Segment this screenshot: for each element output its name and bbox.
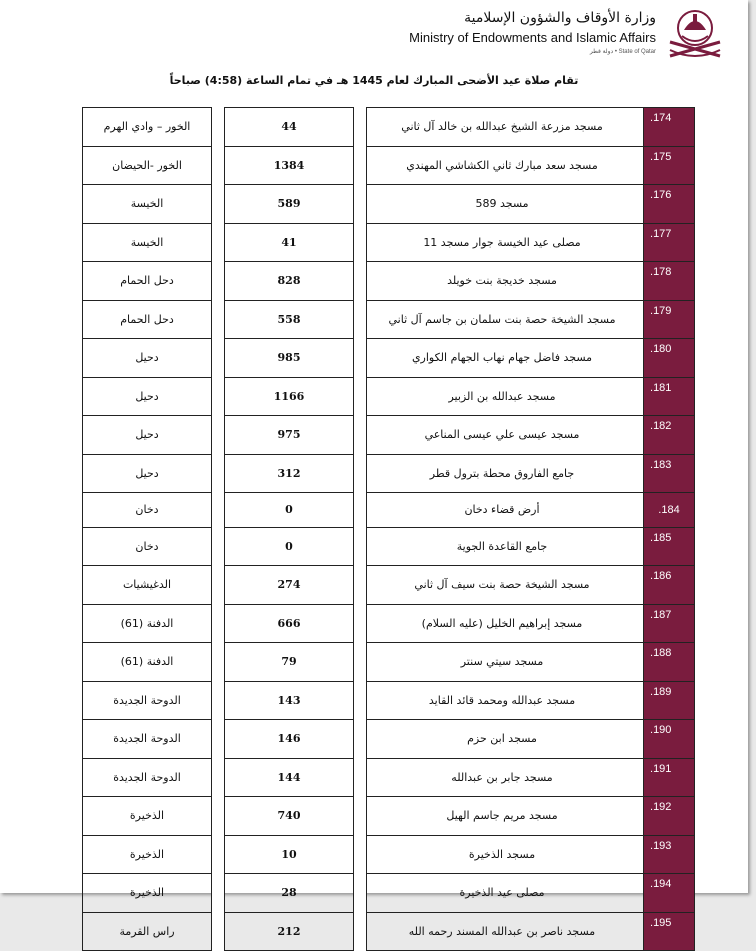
row-number-cell: 183. bbox=[644, 454, 695, 493]
ministry-header bbox=[306, 6, 726, 62]
column-gap bbox=[354, 797, 367, 836]
mosque-name-cell: مسجد عيسى علي عيسى المناعي bbox=[367, 416, 644, 455]
table-row bbox=[83, 835, 695, 874]
column-gap bbox=[212, 604, 225, 643]
page-title: تقام صلاة عيد الأضحى المبارك لعام 1445 هـ في تمام الساعة (4:58) صباحاً bbox=[169, 74, 579, 87]
table-row bbox=[83, 300, 695, 339]
location-cell: دخان bbox=[83, 493, 212, 528]
worshipper-count-cell: 79 bbox=[225, 643, 354, 682]
row-number-cell: 185. bbox=[644, 527, 695, 566]
location-cell: الدغيشيات bbox=[83, 566, 212, 605]
worshipper-count-cell: 144 bbox=[225, 758, 354, 797]
mosque-name-cell: أرض قضاء دخان bbox=[367, 493, 644, 528]
column-gap bbox=[212, 416, 225, 455]
location-cell: الدفنة (61) bbox=[83, 604, 212, 643]
state-line: State of Qatar • دولة قطر bbox=[589, 49, 656, 55]
mosque-name-cell: جامع الفاروق محطة بترول قطر bbox=[367, 454, 644, 493]
row-number-cell: 177. bbox=[644, 223, 695, 262]
mosque-name-cell: جامع القاعدة الجوية bbox=[367, 527, 644, 566]
table-row bbox=[83, 604, 695, 643]
row-number-cell: 175. bbox=[644, 146, 695, 185]
table-row bbox=[83, 454, 695, 493]
mosque-name-cell: مسجد الذخيرة bbox=[367, 835, 644, 874]
column-gap bbox=[212, 527, 225, 566]
location-cell: الدوحة الجديدة bbox=[83, 681, 212, 720]
ministry-name-arabic: وزارة الأوقاف والشؤون الإسلامية bbox=[464, 10, 656, 26]
mosque-name-cell: مسجد سعد مبارك ثاني الكشاشي المهندي bbox=[367, 146, 644, 185]
mosque-name-cell: مسجد عبدالله ومحمد قائد القايد bbox=[367, 681, 644, 720]
worshipper-count-cell: 212 bbox=[225, 912, 354, 951]
table-row bbox=[83, 758, 695, 797]
worshipper-count-cell: 740 bbox=[225, 797, 354, 836]
column-gap bbox=[212, 339, 225, 378]
mosque-table bbox=[82, 107, 695, 951]
mosque-name-cell: مسجد سيتي سنتر bbox=[367, 643, 644, 682]
column-gap bbox=[354, 454, 367, 493]
table-row bbox=[83, 262, 695, 301]
row-number-cell: 187. bbox=[644, 604, 695, 643]
row-number-cell: 184. bbox=[644, 493, 695, 528]
column-gap bbox=[354, 758, 367, 797]
row-number-cell: 178. bbox=[644, 262, 695, 301]
location-cell: الخور – وادي الهرم bbox=[83, 108, 212, 147]
location-cell: دحيل bbox=[83, 416, 212, 455]
mosque-name-cell: مسجد الشيخة حصة بنت سلمان بن جاسم آل ثاني bbox=[367, 300, 644, 339]
column-gap bbox=[212, 223, 225, 262]
column-gap bbox=[354, 874, 367, 913]
location-cell: الذخيرة bbox=[83, 797, 212, 836]
table-row bbox=[83, 566, 695, 605]
ministry-emblem-icon bbox=[664, 6, 726, 62]
mosque-name-cell: مسجد مزرعة الشيخ عبدالله بن خالد آل ثاني bbox=[367, 108, 644, 147]
column-gap bbox=[212, 720, 225, 759]
worshipper-count-cell: 1166 bbox=[225, 377, 354, 416]
column-gap bbox=[354, 835, 367, 874]
table-row bbox=[83, 643, 695, 682]
row-number-cell: 180. bbox=[644, 339, 695, 378]
table-row bbox=[83, 493, 695, 528]
mosque-name-cell: مسجد ناصر بن عبدالله المسند رحمه الله bbox=[367, 912, 644, 951]
worshipper-count-cell: 44 bbox=[225, 108, 354, 147]
table-row bbox=[83, 146, 695, 185]
table-row bbox=[83, 185, 695, 224]
column-gap bbox=[212, 912, 225, 951]
ministry-name-english: Ministry of Endowments and Islamic Affairs bbox=[409, 30, 656, 45]
column-gap bbox=[354, 493, 367, 528]
row-number-cell: 191. bbox=[644, 758, 695, 797]
column-gap bbox=[354, 223, 367, 262]
column-gap bbox=[212, 108, 225, 147]
row-number-cell: 174. bbox=[644, 108, 695, 147]
location-cell: الخيسة bbox=[83, 223, 212, 262]
worshipper-count-cell: 589 bbox=[225, 185, 354, 224]
worshipper-count-cell: 10 bbox=[225, 835, 354, 874]
column-gap bbox=[354, 339, 367, 378]
location-cell: الدفنة (61) bbox=[83, 643, 212, 682]
location-cell: دحل الحمام bbox=[83, 262, 212, 301]
column-gap bbox=[212, 493, 225, 528]
column-gap bbox=[212, 300, 225, 339]
column-gap bbox=[354, 566, 367, 605]
table-row bbox=[83, 720, 695, 759]
worshipper-count-cell: 41 bbox=[225, 223, 354, 262]
location-cell: الخور -الحيضان bbox=[83, 146, 212, 185]
worshipper-count-cell: 1384 bbox=[225, 146, 354, 185]
row-number-cell: 194. bbox=[644, 874, 695, 913]
mosque-name-cell: مسجد عبدالله بن الزبير bbox=[367, 377, 644, 416]
row-number-cell: 182. bbox=[644, 416, 695, 455]
column-gap bbox=[212, 758, 225, 797]
table-row bbox=[83, 223, 695, 262]
location-cell: الدوحة الجديدة bbox=[83, 720, 212, 759]
worshipper-count-cell: 146 bbox=[225, 720, 354, 759]
mosque-name-cell: مصلى عيد الخيسة جوار مسجد 11 bbox=[367, 223, 644, 262]
row-number-cell: 195. bbox=[644, 912, 695, 951]
row-number-cell: 193. bbox=[644, 835, 695, 874]
worshipper-count-cell: 666 bbox=[225, 604, 354, 643]
worshipper-count-cell: 274 bbox=[225, 566, 354, 605]
table-row bbox=[83, 108, 695, 147]
row-number-cell: 176. bbox=[644, 185, 695, 224]
column-gap bbox=[212, 643, 225, 682]
worshipper-count-cell: 28 bbox=[225, 874, 354, 913]
row-number-cell: 192. bbox=[644, 797, 695, 836]
worshipper-count-cell: 0 bbox=[225, 527, 354, 566]
table-row bbox=[83, 797, 695, 836]
location-cell: دخان bbox=[83, 527, 212, 566]
table-row bbox=[83, 874, 695, 913]
location-cell: دحيل bbox=[83, 339, 212, 378]
column-gap bbox=[354, 416, 367, 455]
column-gap bbox=[212, 681, 225, 720]
column-gap bbox=[354, 146, 367, 185]
column-gap bbox=[212, 377, 225, 416]
table-row bbox=[83, 377, 695, 416]
table-row bbox=[83, 912, 695, 951]
column-gap bbox=[212, 566, 225, 605]
location-cell: الخيسة bbox=[83, 185, 212, 224]
column-gap bbox=[212, 797, 225, 836]
worshipper-count-cell: 312 bbox=[225, 454, 354, 493]
row-number-cell: 179. bbox=[644, 300, 695, 339]
mosque-name-cell: مسجد ابن حزم bbox=[367, 720, 644, 759]
column-gap bbox=[354, 527, 367, 566]
column-gap bbox=[212, 146, 225, 185]
column-gap bbox=[212, 262, 225, 301]
table-row bbox=[83, 681, 695, 720]
worshipper-count-cell: 985 bbox=[225, 339, 354, 378]
mosque-name-cell: مسجد جابر بن عبدالله bbox=[367, 758, 644, 797]
table-row bbox=[83, 527, 695, 566]
column-gap bbox=[212, 874, 225, 913]
location-cell: الذخيرة bbox=[83, 835, 212, 874]
worshipper-count-cell: 975 bbox=[225, 416, 354, 455]
location-cell: دحل الحمام bbox=[83, 300, 212, 339]
worshipper-count-cell: 143 bbox=[225, 681, 354, 720]
mosque-name-cell: مصلى عيد الذخيرة bbox=[367, 874, 644, 913]
column-gap bbox=[354, 262, 367, 301]
column-gap bbox=[354, 643, 367, 682]
location-cell: دحيل bbox=[83, 454, 212, 493]
column-gap bbox=[212, 454, 225, 493]
column-gap bbox=[212, 185, 225, 224]
column-gap bbox=[354, 912, 367, 951]
column-gap bbox=[354, 720, 367, 759]
location-cell: الذخيرة bbox=[83, 874, 212, 913]
location-cell: دحيل bbox=[83, 377, 212, 416]
worshipper-count-cell: 558 bbox=[225, 300, 354, 339]
column-gap bbox=[354, 377, 367, 416]
column-gap bbox=[354, 604, 367, 643]
table-row bbox=[83, 339, 695, 378]
location-cell: الدوحة الجديدة bbox=[83, 758, 212, 797]
row-number-cell: 186. bbox=[644, 566, 695, 605]
column-gap bbox=[354, 681, 367, 720]
row-number-cell: 188. bbox=[644, 643, 695, 682]
column-gap bbox=[212, 835, 225, 874]
mosque-name-cell: مسجد خديجة بنت خويلد bbox=[367, 262, 644, 301]
row-number-cell: 181. bbox=[644, 377, 695, 416]
worshipper-count-cell: 0 bbox=[225, 493, 354, 528]
column-gap bbox=[354, 185, 367, 224]
column-gap bbox=[354, 108, 367, 147]
mosque-name-cell: مسجد 589 bbox=[367, 185, 644, 224]
table-row bbox=[83, 416, 695, 455]
mosque-name-cell: مسجد مريم جاسم الهيل bbox=[367, 797, 644, 836]
column-gap bbox=[354, 300, 367, 339]
location-cell: راس القرمة bbox=[83, 912, 212, 951]
worshipper-count-cell: 828 bbox=[225, 262, 354, 301]
row-number-cell: 190. bbox=[644, 720, 695, 759]
mosque-name-cell: مسجد إبراهيم الخليل (عليه السلام) bbox=[367, 604, 644, 643]
mosque-name-cell: مسجد الشيخة حصة بنت سيف آل ثاني bbox=[367, 566, 644, 605]
mosque-name-cell: مسجد فاضل جهام نهاب الجهام الكواري bbox=[367, 339, 644, 378]
row-number-cell: 189. bbox=[644, 681, 695, 720]
